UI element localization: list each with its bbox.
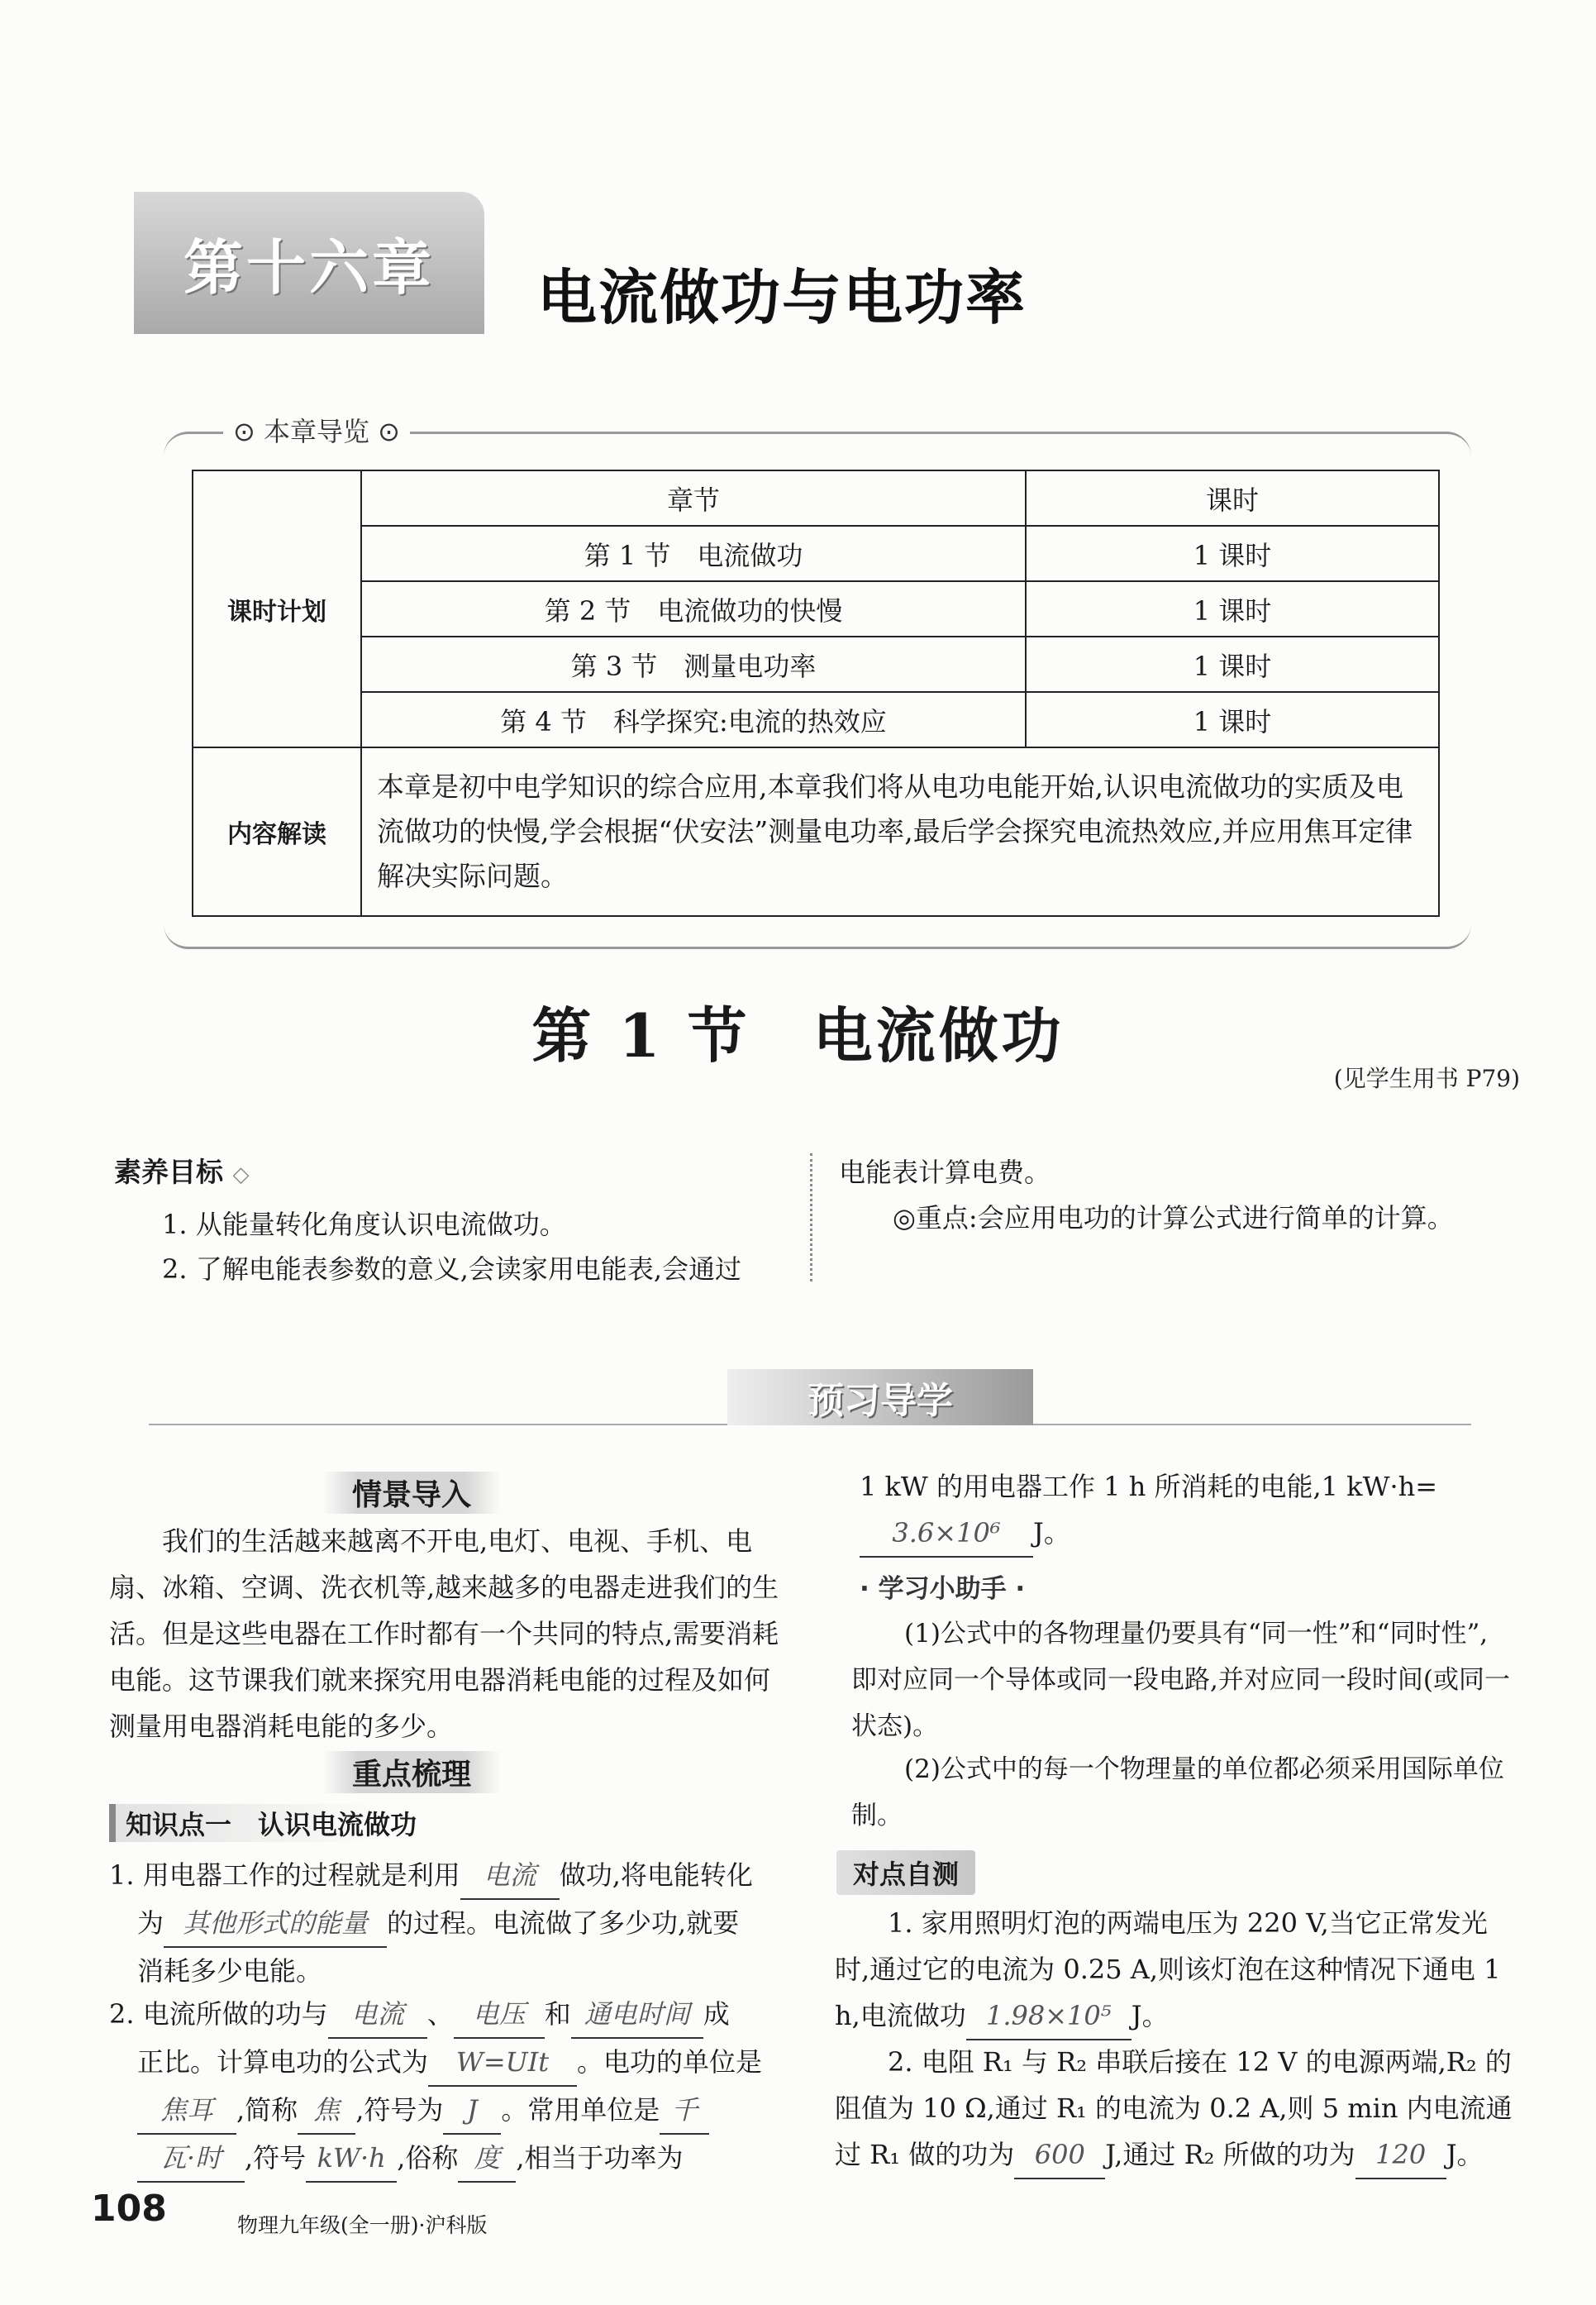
q2-fill-time: 通电时间 <box>571 1991 703 2039</box>
q2-fill-joule: 焦耳 <box>137 2087 236 2135</box>
q2-text: ,符号 <box>245 2142 307 2174</box>
q1-text: 1. 用电器工作的过程就是利用 <box>109 1859 460 1891</box>
goal-item-1: 1. 从能量转化角度认识电流做功。 <box>162 1209 566 1240</box>
q2-text: 。常用单位是 <box>501 2094 660 2126</box>
fill-energy: 3.6×10⁶ <box>860 1510 1033 1558</box>
q2-fill-degree: 度 <box>458 2135 516 2183</box>
table-row <box>193 581 1439 637</box>
q2-fill-symbol: J <box>443 2087 501 2135</box>
q2-fill-current: 电流 <box>328 1991 427 2039</box>
table-row <box>193 692 1439 747</box>
right-energy-line <box>860 1463 1521 1558</box>
goals-title-text: 素养目标 <box>114 1156 223 1188</box>
page-number: 108 <box>91 2188 167 2230</box>
header-hours: 课时 <box>1026 470 1439 526</box>
t2-fill-1: 600 <box>1014 2131 1105 2179</box>
banner <box>727 1369 1033 1425</box>
row-chapter: 第 1 节 电流做功 <box>361 526 1026 581</box>
q2-text: 2. 电流所做的功与 <box>109 1998 328 2030</box>
q2-fill-kwh: kW·h <box>306 2135 397 2183</box>
overview-table <box>192 470 1440 917</box>
row-hours: 1 课时 <box>1026 581 1439 637</box>
t1-text: 1. 家用照明灯泡的两端电压为 220 V,当它正常发光时,通过它的电流为 0.25 A,则该灯泡在这种情况下通电 1 h,电流做功 <box>835 1907 1501 2031</box>
q2-text: 成 <box>703 1998 730 2030</box>
section-title: 第 1 节 电流做功 <box>531 1000 1065 1071</box>
right-text: 1 kW 的用电器工作 1 h 所消耗的电能,1 kW·h= <box>860 1471 1438 1502</box>
q2-text: 、 <box>426 1998 454 2030</box>
q2-text: ,俗称 <box>397 2142 459 2174</box>
footer-text: 物理九年级(全一册)·沪科版 <box>237 2213 488 2237</box>
knowledge-point-title: 知识点一 认识电流做功 <box>109 1804 555 1842</box>
chapter-badge-text: 第十六章 <box>183 233 435 303</box>
table-row <box>193 526 1439 581</box>
table-row <box>193 637 1439 692</box>
column-divider <box>810 1153 812 1281</box>
content-text: 本章是初中电学知识的综合应用,本章我们将从电功电能开始,认识电流做功的实质及电流做功的快慢,学会根据“伏安法”测量电功率,最后学会探究电流热效应,并应用焦耳定律解决实际问题。 <box>361 747 1439 916</box>
header-chapter: 章节 <box>361 470 1026 526</box>
intro-text: 我们的生活越来越离不开电,电灯、电视、手机、电扇、冰箱、空调、洗衣机等,越来越多的电器走进我们的生活。但是这些电器在工作时都有一个共同的特点,需要消耗电能。这节课我们就来探究用电器消耗电能的过程及如何测量用电器消耗电能的多少。 <box>109 1525 779 1742</box>
plan-label: 课时计划 <box>193 470 361 747</box>
q1-fill-energy: 其他形式的能量 <box>164 1900 387 1948</box>
q2-text: 和 <box>544 1998 571 2030</box>
helper-text-2: (2)公式中的每一个物理量的单位都必须采用国际单位制。 <box>851 1754 1504 1830</box>
keypoints-title: 重点梳理 <box>322 1751 501 1793</box>
goal-continuation: 电能表计算电费。 <box>839 1157 1051 1188</box>
q2-text: ,符号为 <box>355 2094 444 2126</box>
test-question-2 <box>835 2039 1521 2179</box>
intro-title: 情景导入 <box>322 1472 501 1514</box>
q1-text: 的过程。电流做了多少功,就要 <box>387 1907 740 1939</box>
q2-text: ,相当于功率为 <box>516 2142 684 2174</box>
content-label: 内容解读 <box>193 747 361 916</box>
right-text: J。 <box>1033 1517 1070 1549</box>
focus-text: ◎重点:会应用电功的计算公式进行简单的计算。 <box>893 1202 1454 1234</box>
q1-text: 做功,将电能转化 <box>559 1859 753 1891</box>
q2-text: 正比。计算电功的公式为 <box>137 2046 429 2078</box>
t2-text: J。 <box>1446 2139 1484 2170</box>
goals-title <box>114 1151 250 1190</box>
banner-text: 预习导学 <box>808 1380 953 1422</box>
goal-item-2: 2. 了解电能表参数的意义,会读家用电能表,会通过 <box>162 1253 742 1285</box>
row-hours: 1 课时 <box>1026 637 1439 692</box>
see-book-ref: (见学生用书 P79) <box>1333 1065 1520 1092</box>
row-chapter: 第 4 节 科学探究:电流的热效应 <box>361 692 1026 747</box>
t1-fill: 1.98×10⁵ <box>966 1992 1131 2040</box>
table-row <box>193 470 1439 526</box>
selftest-title-text: 对点自测 <box>853 1859 960 1890</box>
row-hours: 1 课时 <box>1026 526 1439 581</box>
q2-fill-formula: W=UIt <box>428 2039 577 2087</box>
q2-fill-short: 焦 <box>298 2087 355 2135</box>
q2-fill-kilo: 千 <box>660 2087 709 2135</box>
test-question-1 <box>835 1900 1521 2040</box>
t2-fill-2: 120 <box>1355 2131 1446 2179</box>
chapter-title: 电流做功与电功率 <box>537 263 1027 332</box>
q1-fill-current: 电流 <box>460 1852 560 1900</box>
q1-text: 为 <box>137 1907 164 1939</box>
row-chapter: 第 3 节 测量电功率 <box>361 637 1026 692</box>
table-row <box>193 747 1439 916</box>
q2-fill-voltage: 电压 <box>454 1991 545 2039</box>
q1-text: 消耗多少电能。 <box>137 1955 323 1987</box>
helper-title: · 学习小助手 · <box>860 1574 1026 1604</box>
question-1 <box>109 1852 803 1994</box>
selftest-title <box>836 1850 975 1895</box>
t1-text: J。 <box>1131 2000 1169 2031</box>
t2-text: 2. 电阻 R₁ 与 R₂ 串联后接在 12 V 的电源两端,R₂ 的阻值为 10 Ω,通过 R₁ 的电流为 0.2 A,则 5 min 内电流通过 R₁ 做的功为 <box>835 2046 1513 2170</box>
row-hours: 1 课时 <box>1026 692 1439 747</box>
question-2 <box>109 1991 803 2183</box>
helper-text-1: (1)公式中的各物理量仍要具有“同一性”和“同时性”,即对应同一个导体或同一段电路,并对应同一段时间(或同一状态)。 <box>851 1619 1510 1741</box>
t2-text: J,通过 R₂ 所做的功为 <box>1105 2139 1355 2170</box>
chapter-badge <box>134 192 484 334</box>
diamond-icon: ◇ <box>232 1162 250 1187</box>
row-chapter: 第 2 节 电流做功的快慢 <box>361 581 1026 637</box>
q2-text: ,简称 <box>236 2094 298 2126</box>
q2-text: 。电功的单位是 <box>577 2046 763 2078</box>
overview-label: ⊙ 本章导览 ⊙ <box>223 411 410 449</box>
q2-fill-watt-hour: 瓦·时 <box>137 2135 245 2183</box>
